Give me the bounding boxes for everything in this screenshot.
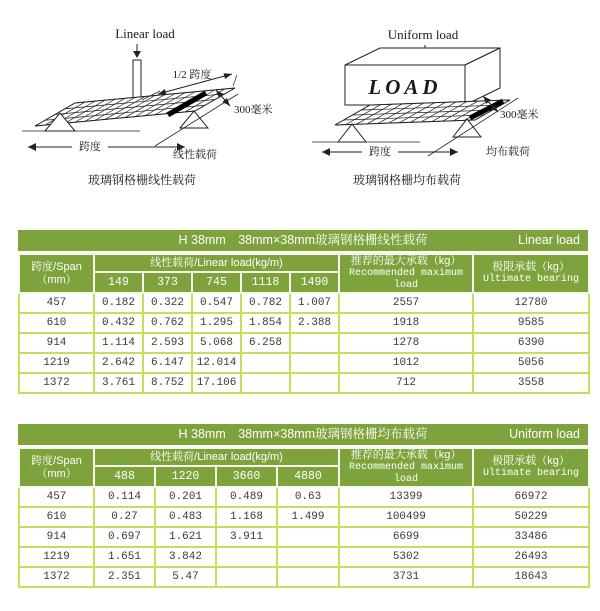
load-value-cell: 2.593 [143, 333, 192, 353]
col-header-ultimate-en: Ultimate bearing [483, 468, 580, 479]
load-column-header: 373 [143, 272, 192, 293]
col-header-span-unit: （mm） [36, 273, 77, 286]
load-value-cell: 0.547 [192, 293, 241, 313]
header-row [19, 254, 589, 272]
col-header-span [19, 254, 94, 293]
col-header-recommended [339, 448, 473, 487]
ultimate-value-cell: 18643 [473, 567, 589, 587]
table-title: H 38mm 38mm×38mm玻璃钢格栅线性载荷 [178, 233, 428, 247]
table-title-bar [18, 424, 588, 445]
table-title: H 38mm 38mm×38mm玻璃钢格栅均布载荷 [178, 427, 428, 441]
table-row [19, 507, 589, 527]
load-value-cell [290, 373, 339, 393]
recommended-value-cell: 1012 [339, 353, 473, 373]
load-value-cell: 12.014 [192, 353, 241, 373]
recommended-value-cell: 100499 [339, 507, 473, 527]
half-span-label: 1/2 跨度 [172, 69, 212, 81]
table-tag: Uniform load [509, 427, 580, 441]
ultimate-value-cell: 6390 [473, 333, 589, 353]
col-header-span-unit: （mm） [36, 467, 77, 480]
load-value-cell: 6.258 [241, 333, 290, 353]
ultimate-value-cell: 26493 [473, 547, 589, 567]
span-cell: 1372 [19, 567, 94, 587]
load-blade [133, 60, 141, 100]
table-row [19, 373, 589, 393]
table-title-bar [18, 230, 588, 251]
load-value-cell: 1.651 [94, 547, 155, 567]
uniform-load-label: 均布载荷 [486, 146, 530, 158]
arrowhead-icon [224, 73, 233, 79]
load-value-cell: 1.295 [192, 313, 241, 333]
right-support [180, 111, 208, 128]
load-value-cell: 3.761 [94, 373, 143, 393]
table-tag: Linear load [518, 233, 580, 247]
col-header-ultimate-cn: 极限承载（kg） [492, 261, 570, 273]
table-row [19, 313, 589, 333]
ultimate-value-cell: 9585 [473, 313, 589, 333]
linear-load-diagram [20, 18, 290, 198]
load-value-cell: 0.697 [94, 527, 155, 547]
load-value-cell: 0.322 [143, 293, 192, 313]
load-value-cell: 8.752 [143, 373, 192, 393]
recommended-value-cell: 712 [339, 373, 473, 393]
linear-load-diagram-title: Linear load [115, 26, 175, 41]
table-row [19, 333, 589, 353]
down-arrow-icon [133, 51, 141, 58]
right-support [453, 119, 481, 137]
table-body [19, 487, 589, 587]
load-column-header: 4880 [277, 466, 339, 487]
col-header-span [19, 448, 94, 487]
recommended-value-cell: 5302 [339, 547, 473, 567]
col-header-recommended [339, 254, 473, 293]
recommended-value-cell: 2557 [339, 293, 473, 313]
arrowhead-icon [450, 148, 458, 156]
load-value-cell: 1.007 [290, 293, 339, 313]
table-row [19, 527, 589, 547]
uniform-load-table [18, 424, 588, 588]
col-header-ultimate-cn: 极限承载（kg） [492, 455, 570, 467]
col-header-span-cn: 跨度/Span [31, 260, 82, 273]
span-cell: 610 [19, 507, 94, 527]
arrowhead-icon [158, 89, 167, 95]
table-body [19, 293, 589, 393]
load-value-cell: 1.168 [216, 507, 277, 527]
table-row [19, 353, 589, 373]
span-cell: 457 [19, 487, 94, 507]
linear-load-label: 线性载荷 [173, 149, 217, 161]
linear-load-table [18, 230, 588, 394]
load-value-cell: 17.106 [192, 373, 241, 393]
load-value-cell [277, 527, 339, 547]
load-value-cell: 0.483 [155, 507, 216, 527]
span-cell: 914 [19, 333, 94, 353]
load-column-header: 3660 [216, 466, 277, 487]
left-support [338, 124, 366, 142]
span-cell: 1219 [19, 353, 94, 373]
load-value-cell: 0.182 [94, 293, 143, 313]
load-value-cell: 5.47 [155, 567, 216, 587]
load-column-header: 1490 [290, 272, 339, 293]
load-value-cell: 2.642 [94, 353, 143, 373]
diagram-caption: 玻璃钢格栅线性载荷 [87, 173, 197, 187]
load-value-cell: 0.63 [277, 487, 339, 507]
col-header-recommended-en: Recommended maximum load [349, 462, 464, 485]
recommended-value-cell: 13399 [339, 487, 473, 507]
recommended-value-cell: 1918 [339, 313, 473, 333]
load-value-cell: 3.842 [155, 547, 216, 567]
data-table [18, 253, 590, 394]
load-value-cell: 1.114 [94, 333, 143, 353]
load-value-cell: 2.388 [290, 313, 339, 333]
ultimate-value-cell: 12780 [473, 293, 589, 313]
col-header-span-cn: 跨度/Span [31, 454, 82, 467]
load-box-label: LOAD [368, 75, 442, 99]
load-value-cell [241, 373, 290, 393]
col-header-ultimate-en: Ultimate bearing [483, 274, 580, 285]
load-value-cell: 1.854 [241, 313, 290, 333]
recommended-value-cell: 3731 [339, 567, 473, 587]
load-value-cell [241, 353, 290, 373]
load-value-cell: 0.114 [94, 487, 155, 507]
load-column-header: 1118 [241, 272, 290, 293]
span-cell: 457 [19, 293, 94, 313]
col-header-ultimate [473, 448, 589, 487]
load-value-cell: 0.201 [155, 487, 216, 507]
span-label: 跨度 [79, 141, 101, 153]
col-header-load: 线性载荷/Linear load(kg/m) [94, 448, 339, 466]
recommended-value-cell: 6699 [339, 527, 473, 547]
span-cell: 1219 [19, 547, 94, 567]
load-value-cell [277, 567, 339, 587]
uniform-load-diagram [310, 18, 580, 198]
ultimate-value-cell: 5056 [473, 353, 589, 373]
arrowhead-icon [322, 148, 330, 156]
data-table [18, 447, 590, 588]
col-header-recommended-en: Recommended maximum load [349, 268, 464, 291]
load-value-cell: 1.621 [155, 527, 216, 547]
arrowhead-icon [28, 143, 36, 151]
load-value-cell [290, 353, 339, 373]
load-value-cell: 0.762 [143, 313, 192, 333]
ultimate-value-cell: 33486 [473, 527, 589, 547]
diagram-caption: 玻璃钢格栅均布载荷 [352, 173, 462, 187]
load-value-cell [216, 567, 277, 587]
load-value-cell: 0.432 [94, 313, 143, 333]
col-header-recommended-cn: 推荐的最大承载（kg） [350, 255, 462, 267]
load-value-cell: 2.351 [94, 567, 155, 587]
uniform-load-diagram-title: Uniform load [387, 27, 459, 42]
load-column-header: 149 [94, 272, 143, 293]
load-value-cell [277, 547, 339, 567]
recommended-value-cell: 1278 [339, 333, 473, 353]
load-value-cell [290, 333, 339, 353]
col-header-ultimate [473, 254, 589, 293]
table-row [19, 567, 589, 587]
table-row [19, 293, 589, 313]
load-column-header: 745 [192, 272, 241, 293]
span-cell: 1372 [19, 373, 94, 393]
ultimate-value-cell: 50229 [473, 507, 589, 527]
load-value-cell [216, 547, 277, 567]
header-row [19, 448, 589, 466]
span-label: 跨度 [369, 146, 391, 158]
load-value-cell: 1.499 [277, 507, 339, 527]
table-row [19, 547, 589, 567]
ultimate-value-cell: 66972 [473, 487, 589, 507]
span-cell: 914 [19, 527, 94, 547]
guide-line [233, 75, 237, 86]
load-value-cell: 0.489 [216, 487, 277, 507]
load-column-header: 488 [94, 466, 155, 487]
load-value-cell: 6.147 [143, 353, 192, 373]
load-value-cell: 5.068 [192, 333, 241, 353]
col-header-load: 线性载荷/Linear load(kg/m) [94, 254, 339, 272]
width-label: 300毫米 [500, 109, 539, 121]
col-header-recommended-cn: 推荐的最大承载（kg） [350, 449, 462, 461]
table-row [19, 487, 589, 507]
load-value-cell: 3.911 [216, 527, 277, 547]
load-column-header: 1220 [155, 466, 216, 487]
load-value-cell: 0.782 [241, 293, 290, 313]
load-value-cell: 0.27 [94, 507, 155, 527]
span-cell: 610 [19, 313, 94, 333]
ultimate-value-cell: 3558 [473, 373, 589, 393]
width-label: 300毫米 [234, 104, 273, 116]
